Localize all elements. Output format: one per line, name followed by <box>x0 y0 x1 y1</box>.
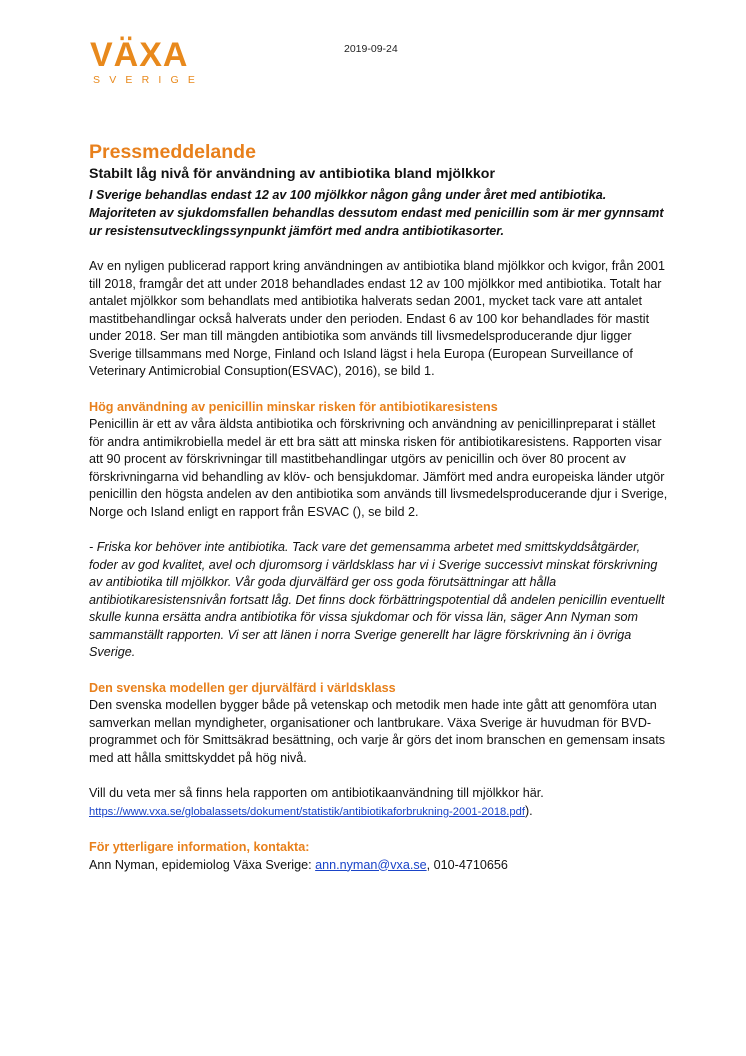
press-title: Stabilt låg nivå för användning av antibiotika bland mjölkkor <box>89 166 495 182</box>
contact-prefix: Ann Nyman, epidemiolog Växa Sverige: <box>89 857 316 872</box>
section-heading-penicillin: Hög användning av penicillin minskar risken för antibiotikaresistens <box>89 399 498 414</box>
more-info-text: Vill du veta mer så finns hela rapporten om antibiotikaanvändning till mjölkkor här. <box>89 786 544 800</box>
document-date: 2019-09-24 <box>344 43 398 55</box>
report-link[interactable]: https://www.vxa.se/globalassets/dokument/statistik/antibiotikaforbrukning-2001-2018.pdf <box>89 805 525 818</box>
contact-email-link[interactable]: ann.nyman@vxa.se <box>315 857 427 872</box>
contact-line <box>89 857 669 875</box>
document-body <box>89 140 669 874</box>
link-suffix: ). <box>524 803 533 818</box>
paragraph-model: Den svenska modellen bygger både på vetenskap och metodik men hade inte gått att genomföra utan samverkan mellan myndigheter, organisationer och lantbrukare. Växa Sverige är huvudman för BVD-programmet och för Smittsäkrad besättning, och varje år görs det inom branschen en gemensam insats med att hålla smittskyddet på hög nivå. <box>89 698 666 765</box>
logo-subtitle: SVERIGE <box>93 74 205 86</box>
contact-phone: , 010-4710656 <box>426 857 508 872</box>
press-lead: I Sverige behandlas endast 12 av 100 mjölkkor någon gång under året med antibiotika. Majoriteten av sjukdomsfallen behandlas dessutom endast med penicillin som är mer gynnsamt ur resistensutvecklingssynpunkt jämfört med andra antibiotikasorter. <box>89 188 664 238</box>
contact-heading: För ytterligare information, kontakta: <box>89 840 310 854</box>
quote-paragraph: - Friska kor behöver inte antibiotika. Tack vare det gemensamma arbetet med smittskyddsåtgärder, foder av god kvalitet, avel och djuromsorg i världsklass har vi i Sverige successivt minskat förskrivning av antibiotika till mjölkkor. Vår goda djurvälfärd ger oss goda förutsättningar att hålla antibiotikaresistensnivån fortsatt låg. Det finns dock förbättringspotential då andelen penicillin eventuellt skulle kunna ersätta andra antibiotika för vissa sjukdomar och för vissa län, säger Ann Nyman som sammanställt rapporten. Vi ser att länen i norra Sverige generellt har lägre förskrivning än i övriga Sverige. <box>89 540 665 659</box>
section-heading-model: Den svenska modellen ger djurvälfärd i världsklass <box>89 680 396 695</box>
paragraph-penicillin: Penicillin är ett av våra äldsta antibiotika och förskrivning och användning av penicillinpreparat i stället för andra antimikrobiella medel är ett bra sätt att minska risken för antibiotikaresistens. Rapporten visar att 90 procent av förskrivningar till mastitbehandlingar utgörs av penicillin och över 80 procent av förskrivningarna vid behandling av klöv- och bensjukdomar. Jämfört med andra europeiska länder utgör penicillin den högsta andelen av den antibiotika som används till livsmedelsproducerande djur i Sverige, Norge och Island enligt en rapport från ESVAC (), se bild 2. <box>89 417 668 519</box>
paragraph-more-info <box>89 785 669 821</box>
paragraph-intro: Av en nyligen publicerad rapport kring användningen av antibiotika bland mjölkkor och kvigor, från 2001 till 2018, framgår det att under 2018 behandlades endast 12 av 100 mjölkkor med antibiotika. Totalt har antalet mjölkkor som behandlats med antibiotika halverats sedan 2001, mycket tack vare att antalet mastitbehandlingar också halverats under den perioden. Endast 6 av 100 kor behandlades för mastit under 2018. Ser man till mängden antibiotika som används till livsmedelsproducerande djur ligger Sverige tillsammans med Norge, Finland och Island lägst i hela Europa (European Surveillance of Veterinary Antimicrobial Consuption(ESVAC), 2016), se bild 1. <box>89 259 665 378</box>
page-heading: Pressmeddelande <box>89 141 256 163</box>
vaxa-logo <box>90 38 214 88</box>
logo-wordmark: VÄXA <box>90 36 189 74</box>
